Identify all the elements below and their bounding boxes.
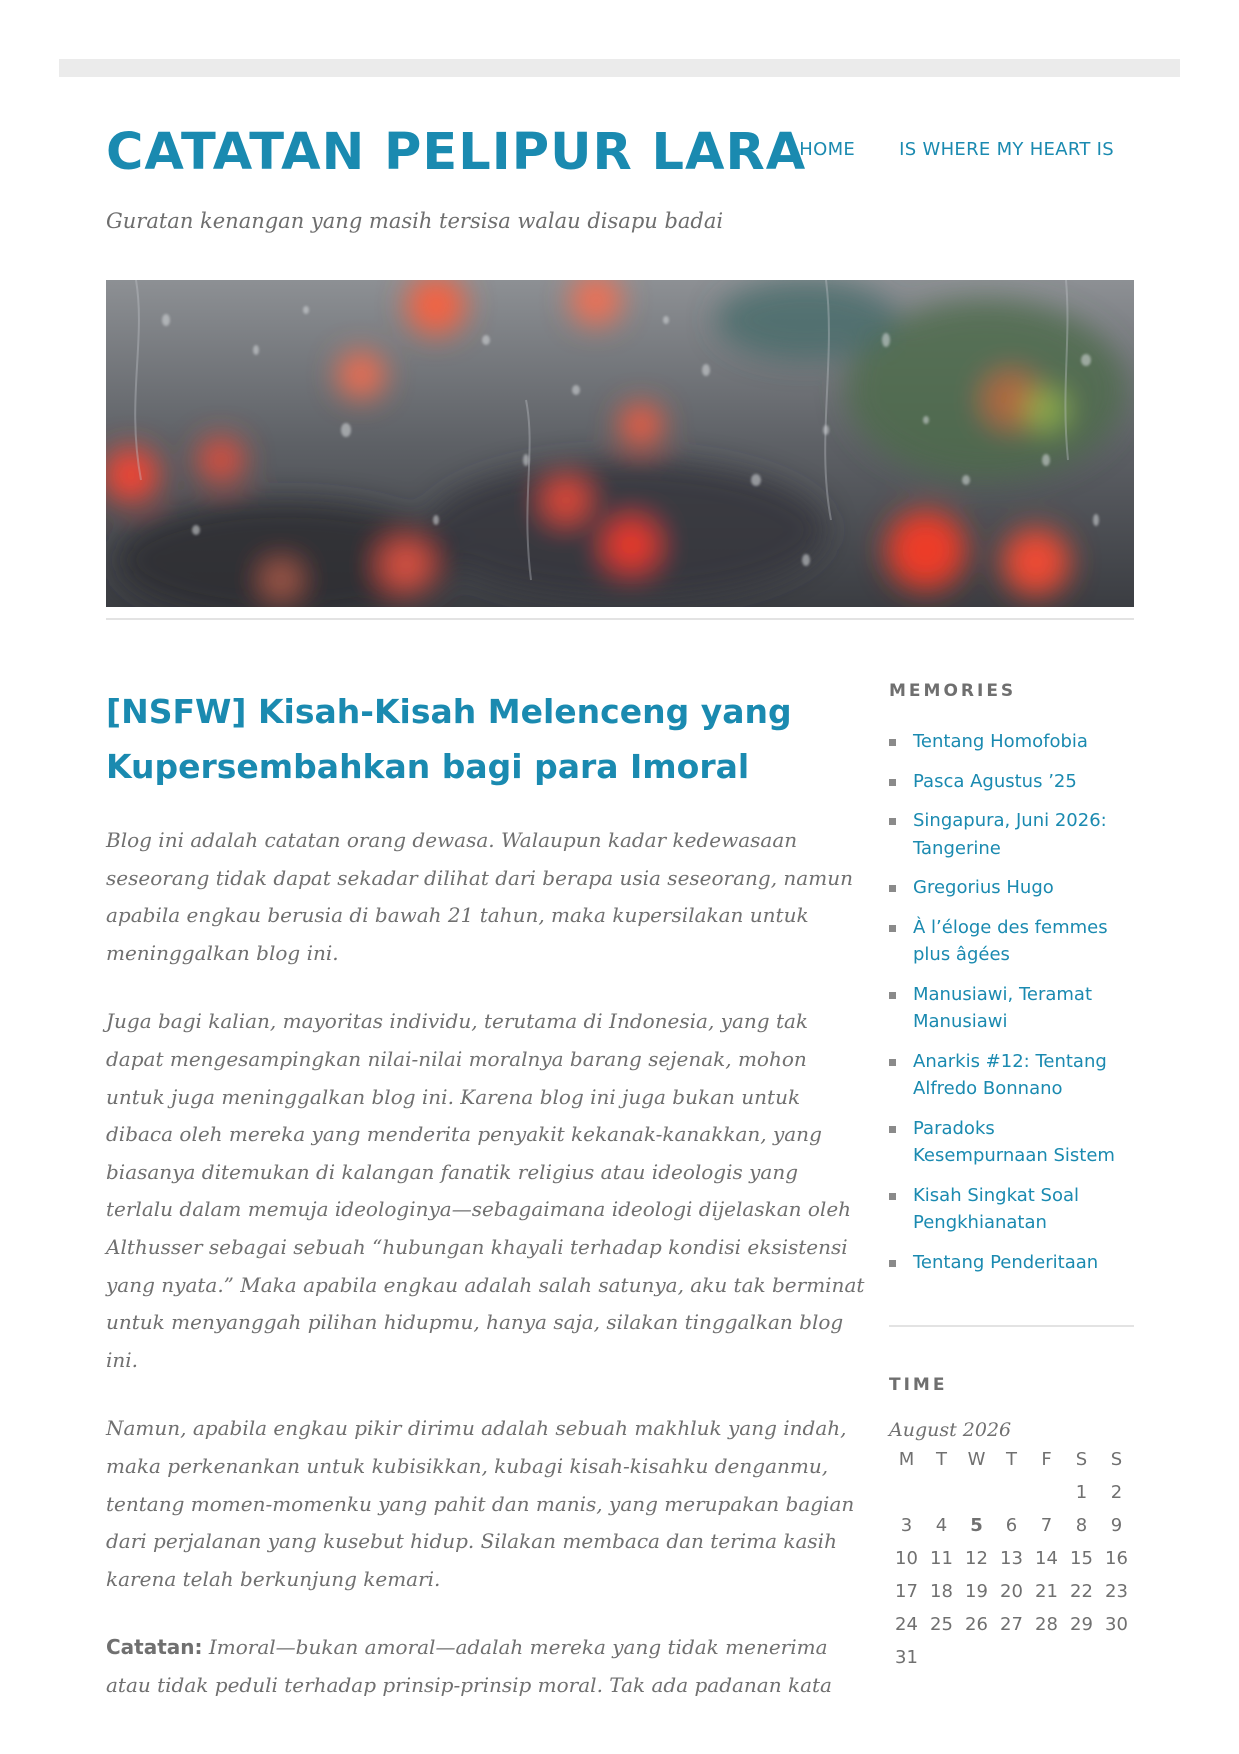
time-widget: [889, 1375, 1134, 1674]
site-title[interactable]: CATATAN PELIPUR LARA: [106, 123, 807, 182]
weekday-header: F: [1041, 1449, 1052, 1470]
note-text: Imoral—bukan amoral—adalah mereka yang tidak menerima atau tidak peduli terhadap prinsip-prinsip moral. Tak ada padanan kata: [106, 1635, 832, 1697]
memory-link[interactable]: Manusiawi, Teramat Manusiawi: [913, 983, 1093, 1032]
calendar-day: 22: [1070, 1581, 1093, 1602]
header-banner-image: [106, 280, 1134, 607]
list-item: [889, 874, 1134, 902]
calendar-day: 5: [970, 1515, 983, 1536]
calendar-empty-cell: [924, 1641, 959, 1674]
top-bar: [59, 59, 1180, 77]
calendar-day: 16: [1105, 1548, 1128, 1569]
sidebar: [889, 681, 1134, 1674]
sidebar-divider: [889, 1325, 1134, 1327]
memory-link[interactable]: À l’éloge des femmes plus âgées: [913, 916, 1108, 965]
list-item: [889, 768, 1134, 796]
nav-is-where-my-heart-is[interactable]: IS WHERE MY HEART IS: [899, 139, 1114, 160]
calendar-week-row: [889, 1542, 1134, 1575]
weekday-header: T: [936, 1449, 947, 1470]
post-title[interactable]: [NSFW] Kisah-Kisah Melenceng yang Kupersembahkan bagi para Imoral: [106, 692, 792, 786]
calendar-day: 13: [1000, 1548, 1023, 1569]
calendar-empty-cell: [1064, 1641, 1099, 1674]
note-label: Catatan:: [106, 1635, 203, 1660]
calendar-week-row: [889, 1509, 1134, 1542]
memory-link[interactable]: Gregorius Hugo: [913, 877, 1054, 898]
calendar-day: 30: [1105, 1614, 1128, 1635]
memory-link[interactable]: Tentang Homofobia: [913, 731, 1088, 752]
calendar-empty-cell: [994, 1641, 1029, 1674]
calendar-day: 19: [965, 1581, 988, 1602]
list-item: [889, 914, 1134, 969]
calendar-day: 21: [1035, 1581, 1058, 1602]
calendar-day: 9: [1110, 1515, 1123, 1536]
main-content: [106, 684, 871, 1735]
weekday-header: S: [1110, 1449, 1123, 1470]
weekday-header: M: [898, 1449, 915, 1470]
calendar: [889, 1443, 1134, 1674]
memory-link[interactable]: Pasca Agustus ’25: [913, 770, 1077, 792]
main-nav: [799, 139, 1114, 160]
calendar-week-row: [889, 1641, 1134, 1674]
calendar-day: 20: [1000, 1581, 1023, 1602]
rainy-window-image: [106, 280, 1134, 607]
memory-link[interactable]: Kisah Singkat Soal Pengkhianatan: [913, 1184, 1079, 1233]
post-paragraph: Namun, apabila engkau pikir dirimu adalah sebuah makhluk yang indah, maka perkenankan untuk kubisikkan, kubagi kisah-kisahku denganmu, tentang momen-momenku yang pahit dan manis, yang merupakan bagian dari perjalanan yang kusebut hidup. Silakan membaca dan terima kasih karena telah berkunjung kemari.: [106, 1416, 855, 1591]
list-item: [889, 807, 1134, 862]
calendar-day: 3: [900, 1515, 913, 1536]
calendar-empty-cell: [959, 1476, 994, 1509]
site-tagline: Guratan kenangan yang masih tersisa walau disapu badai: [106, 209, 724, 233]
calendar-day: 8: [1075, 1515, 1088, 1536]
memory-link[interactable]: Tentang Penderitaan: [913, 1251, 1099, 1273]
calendar-caption: August 2026: [889, 1419, 1012, 1441]
calendar-week-row: [889, 1476, 1134, 1509]
calendar-day: 31: [895, 1647, 918, 1668]
calendar-empty-cell: [1099, 1641, 1134, 1674]
calendar-day: 18: [930, 1581, 953, 1602]
calendar-body: [889, 1476, 1134, 1674]
calendar-day: 14: [1035, 1548, 1058, 1569]
memories-widget: [889, 681, 1134, 1276]
memories-list: [889, 728, 1134, 1276]
calendar-day: 4: [935, 1515, 948, 1536]
post: [106, 684, 871, 1704]
calendar-empty-cell: [959, 1641, 994, 1674]
list-item: [889, 1048, 1134, 1103]
calendar-day: 24: [895, 1614, 918, 1635]
weekday-header: S: [1075, 1449, 1088, 1470]
calendar-day: 23: [1105, 1581, 1128, 1602]
calendar-day: 12: [965, 1548, 988, 1569]
calendar-day: 1: [1075, 1482, 1088, 1503]
post-paragraph: Juga bagi kalian, mayoritas individu, terutama di Indonesia, yang tak dapat mengesampingkan nilai-nilai moralnya barang sejenak, mohon untuk juga meninggalkan blog ini. Karena blog ini juga bukan untuk dibaca oleh mereka yang menderita penyakit kekanak-kanakkan, yang biasanya ditemukan di kalangan fanatik religius atau ideologis yang terlalu dalam memuja ideologinya—sebagaimana ideologi dijelaskan oleh Althusser sebagai sebuah “hubungan khayali terhadap kondisi eksistensi yang nyata.” Maka apabila engkau adalah salah satunya, aku tak berminat untuk menyanggah pilihan hidupmu, hanya saja, silakan tinggalkan blog ini.: [106, 1009, 865, 1372]
calendar-day: 11: [930, 1548, 953, 1569]
calendar-day: 28: [1035, 1614, 1058, 1635]
calendar-day: 15: [1070, 1548, 1093, 1569]
calendar-empty-cell: [889, 1476, 924, 1509]
post-note: [106, 1629, 871, 1704]
time-title: TIME: [889, 1375, 948, 1395]
list-item: [889, 728, 1134, 756]
list-item: [889, 1249, 1134, 1277]
calendar-day: 6: [1005, 1515, 1018, 1536]
nav-home[interactable]: HOME: [799, 139, 856, 160]
calendar-empty-cell: [1029, 1641, 1064, 1674]
weekday-header: T: [1006, 1449, 1017, 1470]
calendar-day: 25: [930, 1614, 953, 1635]
list-item: [889, 981, 1134, 1036]
calendar-day: 26: [965, 1614, 988, 1635]
post-paragraph: Blog ini adalah catatan orang dewasa. Walaupun kadar kedewasaan seseorang tidak dapat sekadar dilihat dari berapa usia seseorang, namun apabila engkau berusia di bawah 21 tahun, maka kupersilakan untuk meninggalkan blog ini.: [106, 828, 853, 965]
weekday-header: W: [967, 1449, 986, 1470]
calendar-day: 17: [895, 1581, 918, 1602]
calendar-empty-cell: [994, 1476, 1029, 1509]
calendar-day: 27: [1000, 1614, 1023, 1635]
memories-title: MEMORIES: [889, 681, 1017, 701]
list-item: [889, 1182, 1134, 1237]
banner-divider: [106, 618, 1134, 620]
calendar-empty-cell: [1029, 1476, 1064, 1509]
memory-link[interactable]: Paradoks Kesempurnaan Sistem: [913, 1117, 1115, 1166]
calendar-header-row: [889, 1443, 1134, 1476]
calendar-day: 2: [1110, 1482, 1123, 1503]
memory-link[interactable]: Anarkis #12: Tentang Alfredo Bonnano: [913, 1050, 1107, 1099]
calendar-day: 7: [1040, 1515, 1053, 1536]
calendar-week-row: [889, 1608, 1134, 1641]
calendar-day: 10: [895, 1548, 918, 1569]
calendar-week-row: [889, 1575, 1134, 1608]
list-item: [889, 1115, 1134, 1170]
memory-link[interactable]: Singapura, Juni 2026: Tangerine: [913, 810, 1107, 859]
calendar-empty-cell: [924, 1476, 959, 1509]
calendar-day: 29: [1070, 1614, 1093, 1635]
